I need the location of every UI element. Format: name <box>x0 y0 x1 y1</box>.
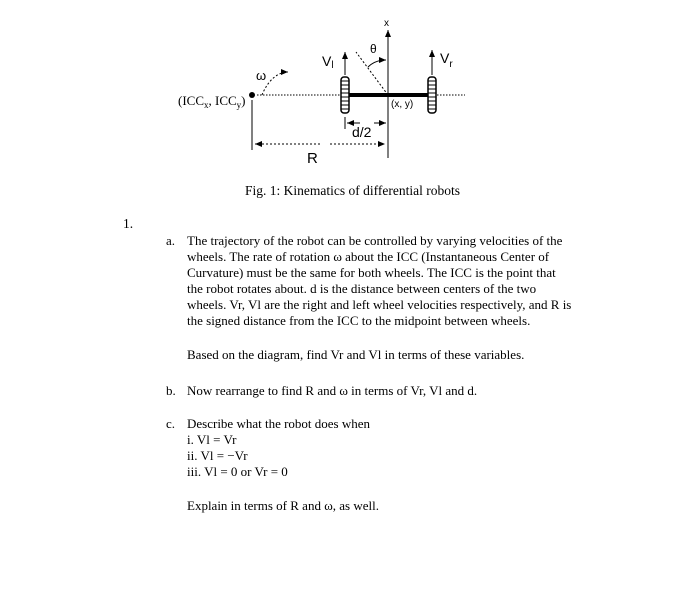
part-a-line: The trajectory of the robot can be controlled by varying velocities of the <box>187 233 563 248</box>
part-c-case: iii. Vl = 0 or Vr = 0 <box>187 464 288 479</box>
left-wheel <box>341 77 349 113</box>
v-left-label: Vl <box>322 53 334 71</box>
x-axis-label: x <box>384 18 389 29</box>
part-a-line: the signed distance from the ICC to the midpoint between wheels. <box>187 313 531 328</box>
heading-line <box>356 52 388 95</box>
omega-label: ω <box>256 68 267 83</box>
part-a-line: wheels. Vr, Vl are the right and left wheel velocities respectively, and R is <box>187 297 572 312</box>
part-c <box>166 416 616 514</box>
part-b <box>166 383 616 399</box>
theta-arc <box>368 60 386 67</box>
part-c-case: i. Vl = Vr <box>187 432 237 447</box>
part-a-line: wheels. The rate of rotation ω about the ICC (Instantaneous Center of <box>187 249 550 264</box>
part-b-letter: b. <box>166 383 176 398</box>
part-a-line: Curvature) must be the same for both wheels. The ICC is the point that <box>187 265 556 280</box>
part-b-text: Now rearrange to find R and ω in terms of Vr, Vl and d. <box>187 383 478 398</box>
theta-label: θ <box>370 42 377 56</box>
part-c-letter: c. <box>166 416 176 431</box>
figure-caption: Fig. 1: Kinematics of differential robots <box>245 183 460 198</box>
part-a <box>166 233 616 363</box>
icc-label: ($ICC_x$, $ICC_y$) <box>178 93 246 110</box>
kinematics-diagram <box>0 0 699 180</box>
part-c-case: ii. Vl = −Vr <box>187 448 248 463</box>
part-c-closing: Explain in terms of R and ω, as well. <box>187 498 379 513</box>
r-label: R <box>307 150 318 167</box>
right-wheel <box>428 77 436 113</box>
question-number: 1. <box>123 216 134 231</box>
part-a-letter: a. <box>166 233 176 248</box>
d-half-label: d/2 <box>352 124 372 140</box>
part-a-line: the robot rotates about. d is the distance between centers of the two <box>187 281 537 296</box>
v-right-label: $V_r$ <box>440 50 453 70</box>
center-coords-label: (x, y) <box>391 99 414 110</box>
part-a-followup: Based on the diagram, find Vr and Vl in terms of these variables. <box>187 347 525 362</box>
part-c-intro: Describe what the robot does when <box>187 416 371 431</box>
icc-point <box>249 92 255 98</box>
